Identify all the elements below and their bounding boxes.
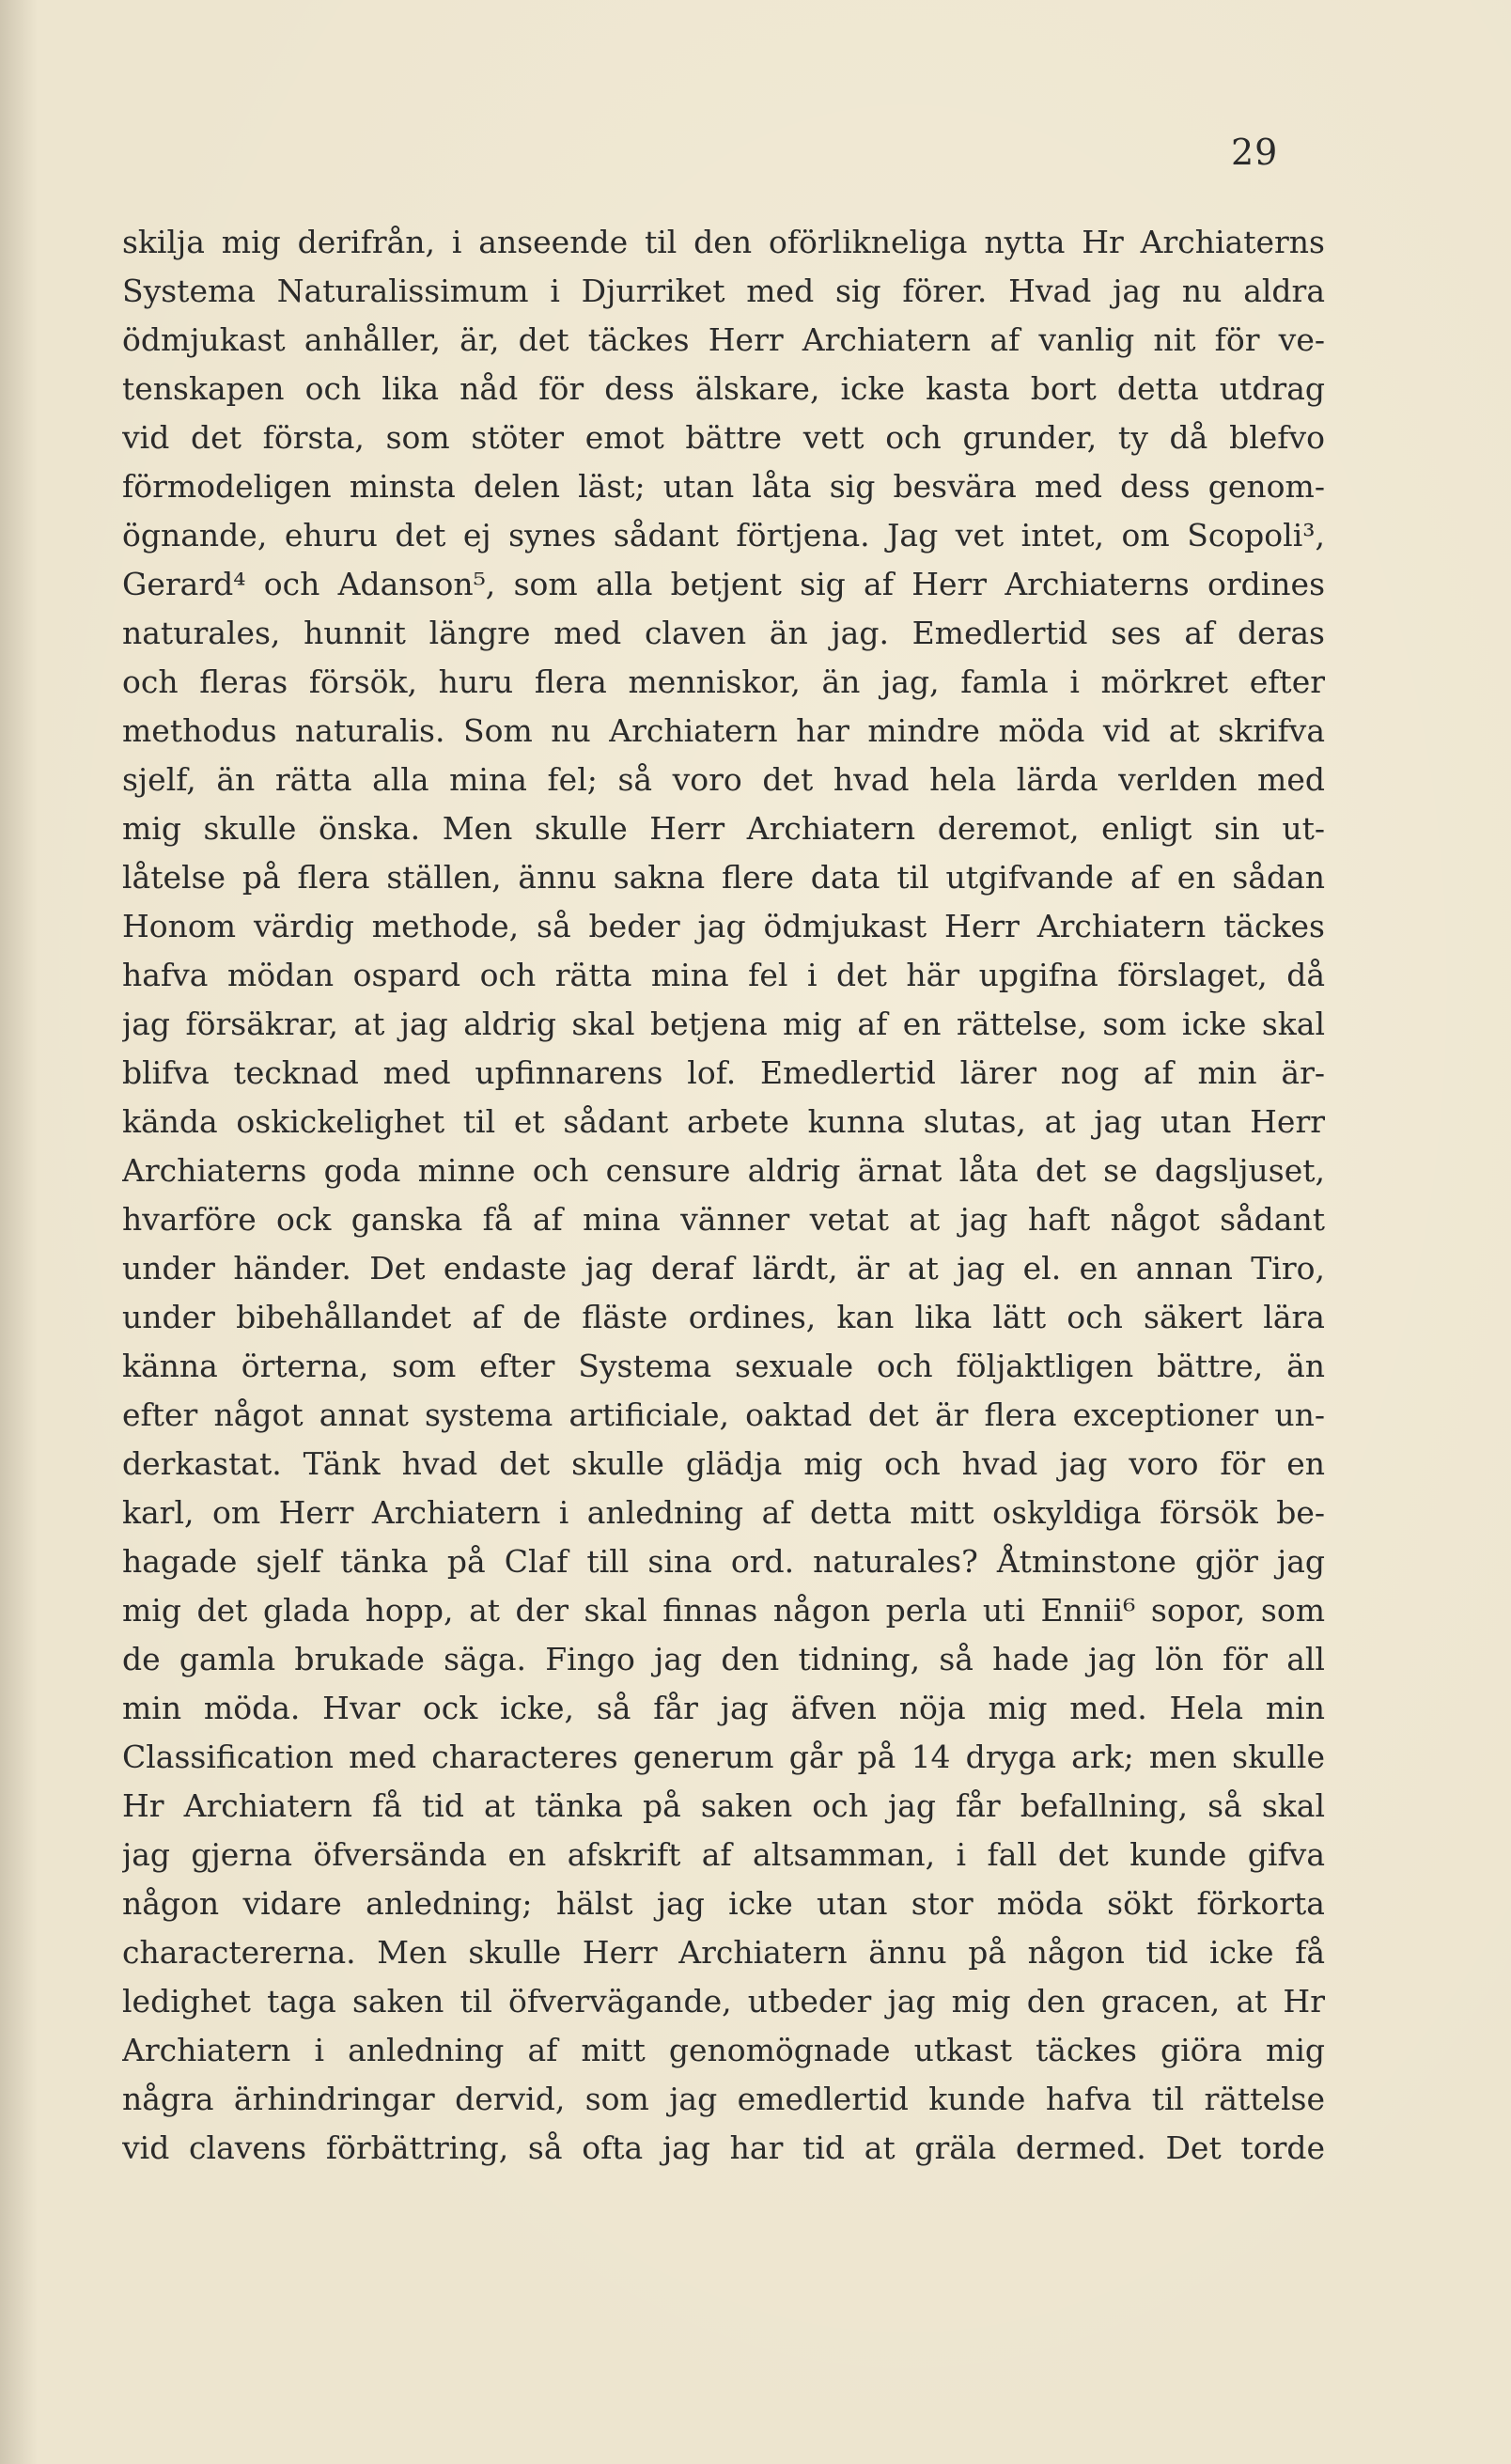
text-line: mig det glada hopp, at der skal finnas någon perla uti Ennii⁶ sopor, som: [122, 1592, 1325, 1629]
text-line: någon vidare anledning; hälst jag icke utan stor möda sökt förkorta: [122, 1885, 1325, 1922]
text-line: Classification med characteres generum går på 14 dryga ark; men skulle: [122, 1739, 1325, 1775]
text-line: naturales, hunnit längre med claven än jag. Emedlertid ses af deras: [122, 615, 1325, 651]
text-line: kända oskickelighet til et sådant arbete kunna slutas, at jag utan Herr: [122, 1103, 1325, 1140]
text-line: jag gjerna öfversända en afskrift af altsamman, i fall det kunde gifva: [122, 1836, 1325, 1873]
text-line: och fleras försök, huru flera menniskor, än jag, famla i mörkret efter: [122, 663, 1325, 700]
text-line: låtelse på flera ställen, ännu sakna flere data til utgifvande af en sådan: [122, 859, 1325, 896]
text-line: Systema Naturalissimum i Djurriket med sig förer. Hvad jag nu aldra: [122, 273, 1325, 309]
text-line: charactererna. Men skulle Herr Archiatern ännu på någon tid icke få: [122, 1934, 1325, 1971]
text-line: min möda. Hvar ock icke, så får jag äfven nöja mig med. Hela min: [122, 1690, 1325, 1726]
text-line: under bibehållandet af de fläste ordines, kan lika lätt och säkert lära: [122, 1299, 1325, 1335]
body-text: [122, 218, 1325, 2173]
text-line: under händer. Det endaste jag deraf lärdt, är at jag el. en annan Tiro,: [122, 1250, 1325, 1287]
text-line: vid clavens förbättring, så ofta jag har tid at gräla dermed. Det torde: [122, 2129, 1325, 2166]
text-line: Hr Archiatern få tid at tänka på saken och jag får befallning, så skal: [122, 1787, 1325, 1824]
text-line: jag försäkrar, at jag aldrig skal betjena mig af en rättelse, som icke skal: [122, 1006, 1325, 1042]
page-number: 29: [1231, 132, 1279, 173]
text-line: mig skulle önska. Men skulle Herr Archiatern deremot, enligt sin ut-: [122, 810, 1325, 847]
text-line: vid det första, som stöter emot bättre vett och grunder, ty då blefvo: [122, 419, 1325, 456]
text-line: Archiatern i anledning af mitt genomögnade utkast täckes giöra mig: [122, 2032, 1325, 2068]
text-line: derkastat. Tänk hvad det skulle glädja mig och hvad jag voro för en: [122, 1445, 1325, 1482]
text-line: de gamla brukade säga. Fingo jag den tidning, så hade jag lön för all: [122, 1641, 1325, 1677]
text-line: hvarföre ock ganska få af mina vänner vetat at jag haft något sådant: [122, 1201, 1325, 1238]
text-line: blifva tecknad med upfinnarens lof. Emedlertid lärer nog af min är-: [122, 1054, 1325, 1091]
text-line: känna örterna, som efter Systema sexuale och följaktligen bättre, än: [122, 1348, 1325, 1384]
text-line: hafva mödan ospard och rätta mina fel i det här upgifna förslaget, då: [122, 957, 1325, 993]
text-line: efter något annat systema artificiale, oaktad det är flera exceptioner un-: [122, 1396, 1325, 1433]
text-line: hagade sjelf tänka på Claf till sina ord. naturales? Åtminstone gjör jag: [122, 1543, 1325, 1580]
text-line: ögnande, ehuru det ej synes sådant förtjena. Jag vet intet, om Scopoli³,: [122, 517, 1325, 554]
text-line: karl, om Herr Archiatern i anledning af detta mitt oskyldiga försök be-: [122, 1494, 1325, 1531]
text-line: Gerard⁴ och Adanson⁵, som alla betjent sig af Herr Archiaterns ordines: [122, 566, 1325, 602]
text-line: methodus naturalis. Som nu Archiatern har mindre möda vid at skrifva: [122, 712, 1325, 749]
text-line: Archiaterns goda minne och censure aldrig ärnat låta det se dagsljuset,: [122, 1152, 1325, 1189]
text-line: några ärhindringar dervid, som jag emedlertid kunde hafva til rättelse: [122, 2081, 1325, 2117]
text-line: ödmjukast anhåller, är, det täckes Herr Archiatern af vanlig nit för ve-: [122, 321, 1325, 358]
text-line: tenskapen och lika nåd för dess älskare, icke kasta bort detta utdrag: [122, 370, 1325, 407]
text-line: sjelf, än rätta alla mina fel; så voro det hvad hela lärda verlden med: [122, 761, 1325, 798]
text-line: skilja mig derifrån, i anseende til den oförlikneliga nytta Hr Archiaterns: [122, 224, 1325, 260]
text-line: Honom värdig methode, så beder jag ödmjukast Herr Archiatern täckes: [122, 908, 1325, 944]
text-line: ledighet taga saken til öfvervägande, utbeder jag mig den gracen, at Hr: [122, 1983, 1325, 2020]
text-line: förmodeligen minsta delen läst; utan låta sig besvära med dess genom-: [122, 468, 1325, 505]
